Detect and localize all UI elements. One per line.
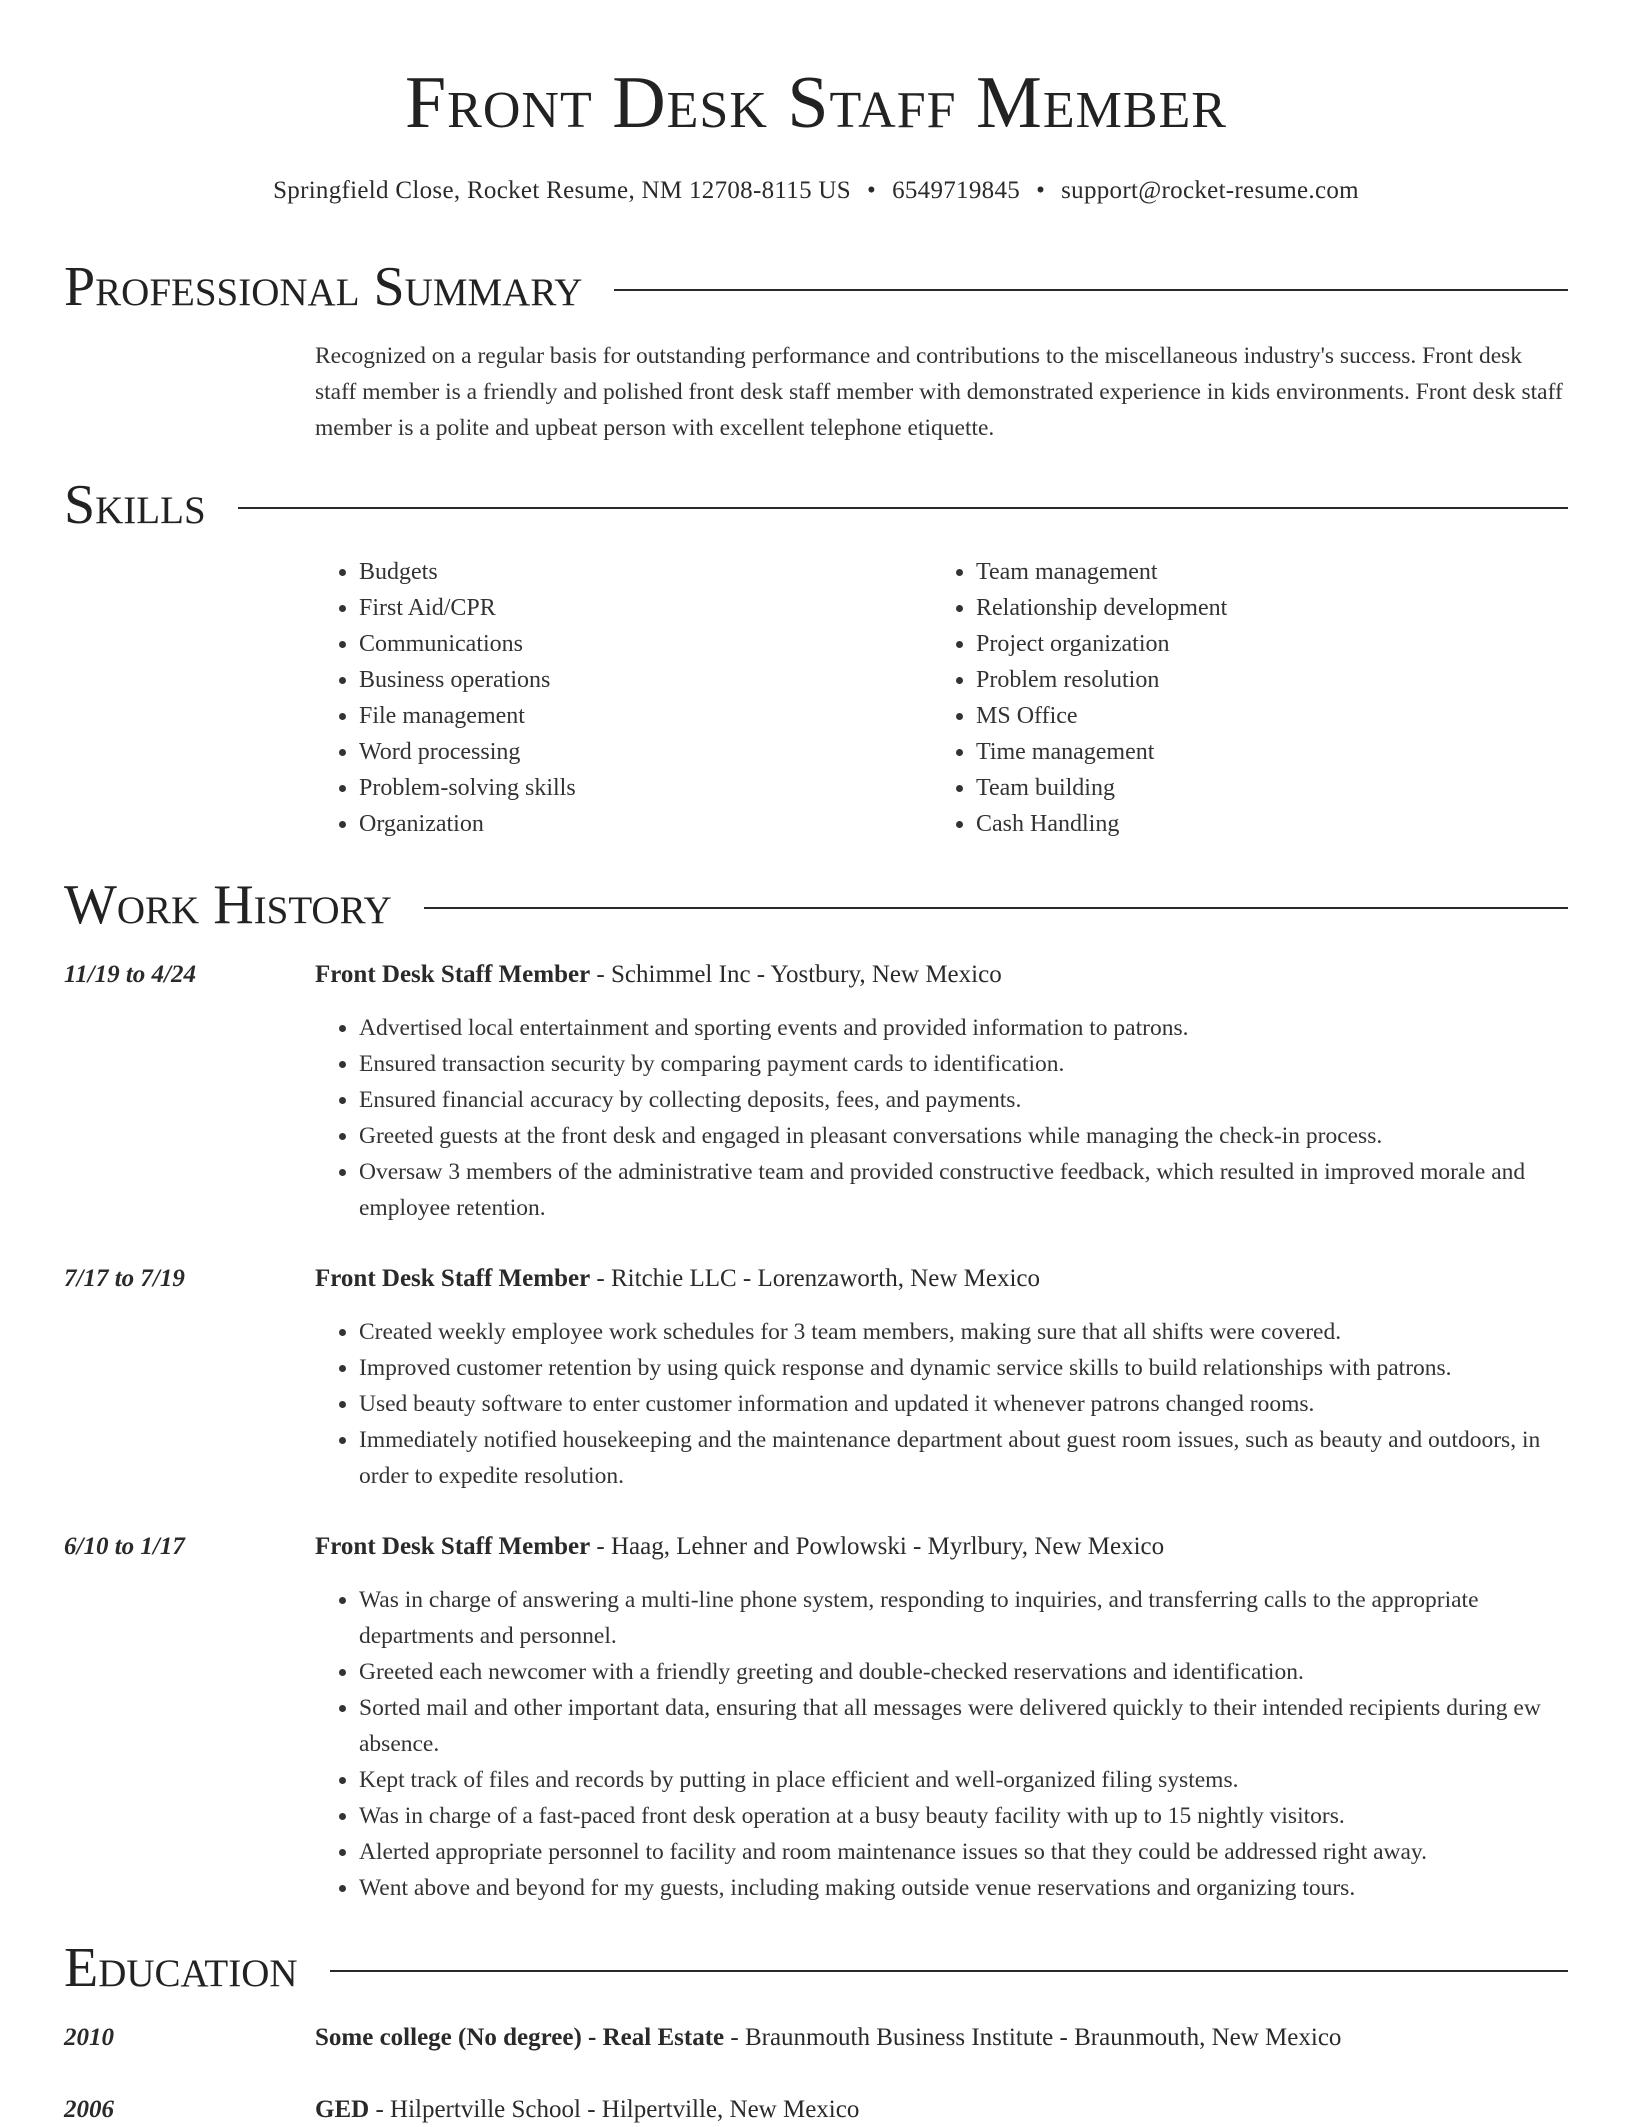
education-year: 2010	[64, 2024, 114, 2051]
job-bullet: • Greeted guests at the front desk and engaged in pleasant conversations while managing the check-in process.	[359, 1118, 1568, 1154]
skill-item: • Team building	[976, 770, 1227, 806]
candidate-name: Front Desk Staff Member	[405, 62, 1227, 144]
skills-list-left	[315, 554, 576, 842]
skill-item: • First Aid/CPR	[359, 590, 576, 626]
section-divider	[238, 507, 1568, 509]
education-school: - Hilpertville School - Hilpertville, New Mexico	[369, 2096, 860, 2123]
skill-item: • Project organization	[976, 626, 1227, 662]
skill-item: • Relationship development	[976, 590, 1227, 626]
education-school: - Braunmouth Business Institute - Braunmouth, New Mexico	[724, 2024, 1342, 2051]
education-entry	[315, 2093, 1568, 2127]
skill-item: • Organization	[359, 806, 576, 842]
job-title: Front Desk Staff Member	[315, 961, 591, 988]
contact-line	[0, 174, 1632, 208]
skill-item: • Cash Handling	[976, 806, 1227, 842]
job-employer: - Ritchie LLC - Lorenzaworth, New Mexico	[590, 1265, 1041, 1292]
skill-item: • Business operations	[359, 662, 576, 698]
job-bullets	[315, 1010, 1568, 1226]
skill-item: • File management	[359, 698, 576, 734]
job-bullets	[315, 1314, 1568, 1494]
education-degree: Some college (No degree) - Real Estate	[315, 2024, 725, 2051]
job-bullet: • Immediately notified housekeeping and the maintenance department about guest room issues, such as beauty and outdoors, in order to expedite resolution.	[359, 1422, 1568, 1494]
job-bullets	[315, 1582, 1568, 1906]
education-degree: GED	[315, 2096, 370, 2123]
contact-separator: •	[867, 177, 877, 204]
skill-item: • Budgets	[359, 554, 576, 590]
job-bullet: • Advertised local entertainment and sporting events and provided information to patrons.	[359, 1010, 1568, 1046]
job-dates: 11/19 to 4/24	[64, 961, 196, 988]
job-employer: - Haag, Lehner and Powlowski - Myrlbury, New Mexico	[590, 1533, 1165, 1560]
skills-list-right	[932, 554, 1227, 842]
skill-item: • Problem resolution	[976, 662, 1227, 698]
job-bullet: • Ensured financial accuracy by collecting deposits, fees, and payments.	[359, 1082, 1568, 1118]
skills-section-header	[64, 472, 1568, 538]
summary-text: Recognized on a regular basis for outstanding performance and contributions to the miscellaneous industry's success. Front desk staff member is a friendly and polished front desk staff member with demonstrated experience in kids environments. Front desk staff member is a polite and upbeat person with excellent telephone etiquette.	[315, 343, 1563, 441]
skills-section-title: Skills	[64, 474, 206, 536]
job-bullet: • Sorted mail and other important data, ensuring that all messages were delivered quickly to their intended recipients during ew absence.	[359, 1690, 1568, 1762]
education-section-title: Education	[64, 1937, 298, 1999]
work-section-header	[64, 872, 1568, 938]
job-title-line	[315, 1262, 1568, 1296]
job-title: Front Desk Staff Member	[315, 1533, 591, 1560]
education-entry	[315, 2021, 1568, 2055]
job-bullet: • Created weekly employee work schedules for 3 team members, making sure that all shifts were covered.	[359, 1314, 1568, 1350]
education-year: 2006	[64, 2096, 114, 2123]
job-bullet: • Was in charge of answering a multi-line phone system, responding to inquiries, and transferring calls to the appropriate departments and personnel.	[359, 1582, 1568, 1654]
skill-item: • Time management	[976, 734, 1227, 770]
skill-item: • Problem-solving skills	[359, 770, 576, 806]
skill-item: • MS Office	[976, 698, 1227, 734]
contact-email: support@rocket-resume.com	[1061, 177, 1359, 204]
job-bullet: • Greeted each newcomer with a friendly greeting and double-checked reservations and identification.	[359, 1654, 1568, 1690]
job-title-line	[315, 958, 1568, 992]
job-dates: 6/10 to 1/17	[64, 1533, 185, 1560]
job-bullet: • Used beauty software to enter customer information and updated it whenever patrons changed rooms.	[359, 1386, 1568, 1422]
job-title-line	[315, 1530, 1568, 1564]
section-divider	[330, 1970, 1568, 1972]
job-bullet: • Kept track of files and records by putting in place efficient and well-organized filing systems.	[359, 1762, 1568, 1798]
section-divider	[614, 289, 1568, 291]
education-section-header	[64, 1935, 1568, 2001]
skill-item: • Word processing	[359, 734, 576, 770]
work-section-title: Work History	[64, 874, 392, 936]
contact-separator: •	[1036, 177, 1046, 204]
job-dates: 7/17 to 7/19	[64, 1265, 185, 1292]
contact-address: Springfield Close, Rocket Resume, NM 12708-8115 US	[273, 177, 851, 204]
job-employer: - Schimmel Inc - Yostbury, New Mexico	[590, 961, 1002, 988]
skill-item: • Communications	[359, 626, 576, 662]
contact-phone: 6549719845	[892, 177, 1021, 204]
job-bullet: • Ensured transaction security by comparing payment cards to identification.	[359, 1046, 1568, 1082]
section-divider	[424, 907, 1568, 909]
summary-section-header	[64, 254, 1568, 320]
job-title: Front Desk Staff Member	[315, 1265, 591, 1292]
job-bullet: • Was in charge of a fast-paced front desk operation at a busy beauty facility with up to 15 nightly visitors.	[359, 1798, 1568, 1834]
job-bullet: • Oversaw 3 members of the administrative team and provided constructive feedback, which resulted in improved morale and employee retention.	[359, 1154, 1568, 1226]
skill-item: • Team management	[976, 554, 1227, 590]
summary-section-title: Professional Summary	[64, 256, 583, 318]
job-bullet: • Improved customer retention by using quick response and dynamic service skills to build relationships with patrons.	[359, 1350, 1568, 1386]
job-bullet: • Went above and beyond for my guests, including making outside venue reservations and organizing tours.	[359, 1870, 1568, 1906]
job-bullet: • Alerted appropriate personnel to facility and room maintenance issues so that they could be addressed right away.	[359, 1834, 1568, 1870]
